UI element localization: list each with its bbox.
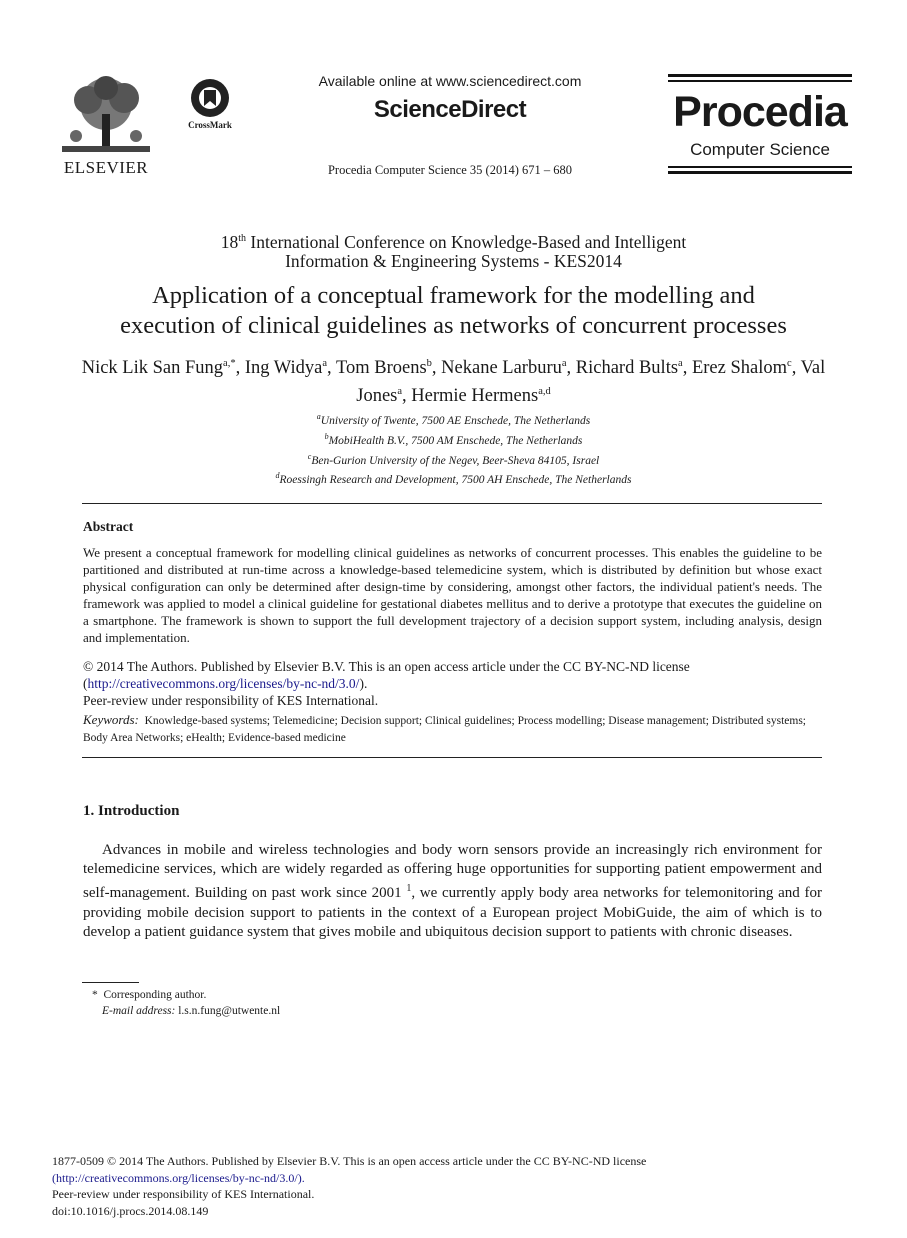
author[interactable]: Val Jones$^a$: [356, 358, 826, 407]
footnote-rule: [82, 982, 139, 983]
footer-license-link[interactable]: (http://creativecommons.org/licenses/by-nc-nd/3.0/).: [52, 1170, 305, 1185]
title-line-2: execution of clinical guidelines as networks of concurrent processes: [120, 312, 787, 339]
peer-review-text: Peer-review under responsibility of KES International.: [83, 693, 379, 708]
procedia-subtitle: Computer Science: [690, 140, 830, 159]
author[interactable]: Erez Shalom$^c$: [691, 358, 792, 379]
footer-doi[interactable]: doi:10.1016/j.procs.2014.08.149: [52, 1203, 209, 1218]
sciencedirect-logo[interactable]: ScienceDirect: [373, 96, 527, 123]
author[interactable]: Hermie Hermens$^{a,d}$: [411, 386, 551, 407]
title-line-1: Application of a conceptual framework for the modelling and: [152, 282, 755, 309]
affiliation-item: $^d$Roessingh Research and Development, 7500 AH Enschede, The Netherlands: [275, 471, 632, 487]
footnote-corresponding: Corresponding author.: [103, 989, 207, 1001]
citation-ref[interactable]: 1: [406, 883, 412, 895]
procedia-title: Procedia: [673, 88, 847, 136]
intro-text-2: , we currently apply body area networks for telemonitoring and for providing mobile decision support to patients in the context of a European project MobiGuide, the aim of which is to develop a patient guidance system that gives mobile and ubiquitous decision support to patients with chronic diseases.: [83, 885, 822, 940]
conference-ordinal-sup: th: [238, 233, 246, 244]
affiliation-item: $^c$Ben-Gurion University of the Negev, Beer-Sheva 84105, Israel: [307, 451, 600, 467]
elsevier-tree-logo: [58, 74, 154, 158]
procedia-logo: [668, 74, 852, 174]
license-block: © 2014 The Authors. Published by Elsevier B.V. This is an open access article under the CC BY-NC-ND license (http://creativecommons.org/licenses/by-nc-nd/3.0/). Peer-review under responsibility of KES International.: [83, 658, 822, 709]
abstract-heading: Abstract: [83, 519, 134, 534]
affiliation-item: $^b$MobiHealth B.V., 7500 AM Enschede, The Netherlands: [324, 431, 583, 447]
intro-text-1: Advances in mobile and wireless technologies and body worn sensors provide an increasingly rich environment for telemedicine services, which are widely regarded as offering huge opportunities for supporting patient empowerment and self-management. Building on past work since 2001: [83, 842, 822, 902]
intro-body: [83, 841, 822, 942]
footnote-star: *: [92, 989, 98, 1001]
abstract-body: We present a conceptual framework for modelling clinical guidelines as networks of concurrent processes. This enables the guideline to be partitioned and distributed at run-time across a knowledge-based telemedicine system, which is distributed by definition but whose exact physical configuration can only be determined after design-time by considering, amongst other factors, the individual patient's needs. The framework was applied to model a clinical guideline for gestational diabetes mellitus and to derive a prototype that executes the guideline on a smartphone. The framework is shown to support the full development trajectory of a decision support system, including analysis, design and implementation.: [83, 545, 822, 645]
license-text: © 2014 The Authors. Published by Elsevier B.V. This is an open access article under the CC BY-NC-ND license: [83, 659, 690, 674]
footnote: [92, 987, 280, 1019]
available-online-text: Available online at www.sciencedirect.com: [318, 73, 582, 89]
conference-name: [100, 229, 807, 271]
conference-line2: Information & Engineering Systems - KES2014: [285, 250, 622, 271]
page-footer: [52, 1153, 752, 1219]
author-list: Nick Lik San Fung$^{a,*}$, Ing Widya$^a$, Tom Broens$^b$, Nekane Larburu$^a$, Richard Bults$^a$, Erez Shalom$^c$, Val Jones$^a$, Hermie Hermens$^{a,d}$: [81, 358, 826, 407]
keywords: [83, 711, 822, 747]
author[interactable]: Nick Lik San Fung$^{a,*}$: [81, 358, 236, 379]
affiliations: [150, 409, 757, 488]
journal-citation: Procedia Computer Science 35 (2014) 671 – 680: [327, 163, 573, 177]
crossmark-label: CrossMark: [188, 120, 232, 130]
footer-issn-license: 1877-0509 © 2014 The Authors. Published by Elsevier B.V. This is an open access article under the CC BY-NC-ND license: [52, 1154, 647, 1168]
author[interactable]: Nekane Larburu$^a$: [441, 358, 567, 379]
email-address[interactable]: l.s.n.fung@utwente.nl: [178, 1005, 281, 1017]
author[interactable]: Richard Bults$^a$: [575, 358, 683, 379]
keywords-label: Keywords:: [83, 712, 139, 727]
email-label: E-mail address:: [102, 1005, 176, 1017]
author[interactable]: Ing Widya$^a$: [244, 358, 328, 379]
divider-bottom: [82, 757, 822, 758]
keywords-list: Knowledge-based systems; Telemedicine; Decision support; Clinical guidelines; Process modelling; Disease management; Distributed systems; Body Area Networks; eHealth; Evidence-based medicine: [83, 715, 806, 744]
conference-line1: International Conference on Knowledge-Based and Intelligent: [246, 231, 687, 252]
author[interactable]: Tom Broens$^b$: [335, 358, 432, 379]
footer-peer-review: Peer-review under responsibility of KES International.: [52, 1187, 315, 1201]
conference-ordinal-num: 18: [220, 231, 239, 252]
affiliation-item: $^a$University of Twente, 7500 AE Enschede, The Netherlands: [316, 412, 591, 427]
elsevier-wordmark: ELSEVIER: [63, 158, 149, 177]
paper-title: [70, 281, 837, 341]
section-heading: 1. Introduction: [83, 803, 180, 819]
divider-top: [82, 503, 822, 504]
license-link[interactable]: http://creativecommons.org/licenses/by-nc-nd/3.0/: [87, 676, 360, 691]
